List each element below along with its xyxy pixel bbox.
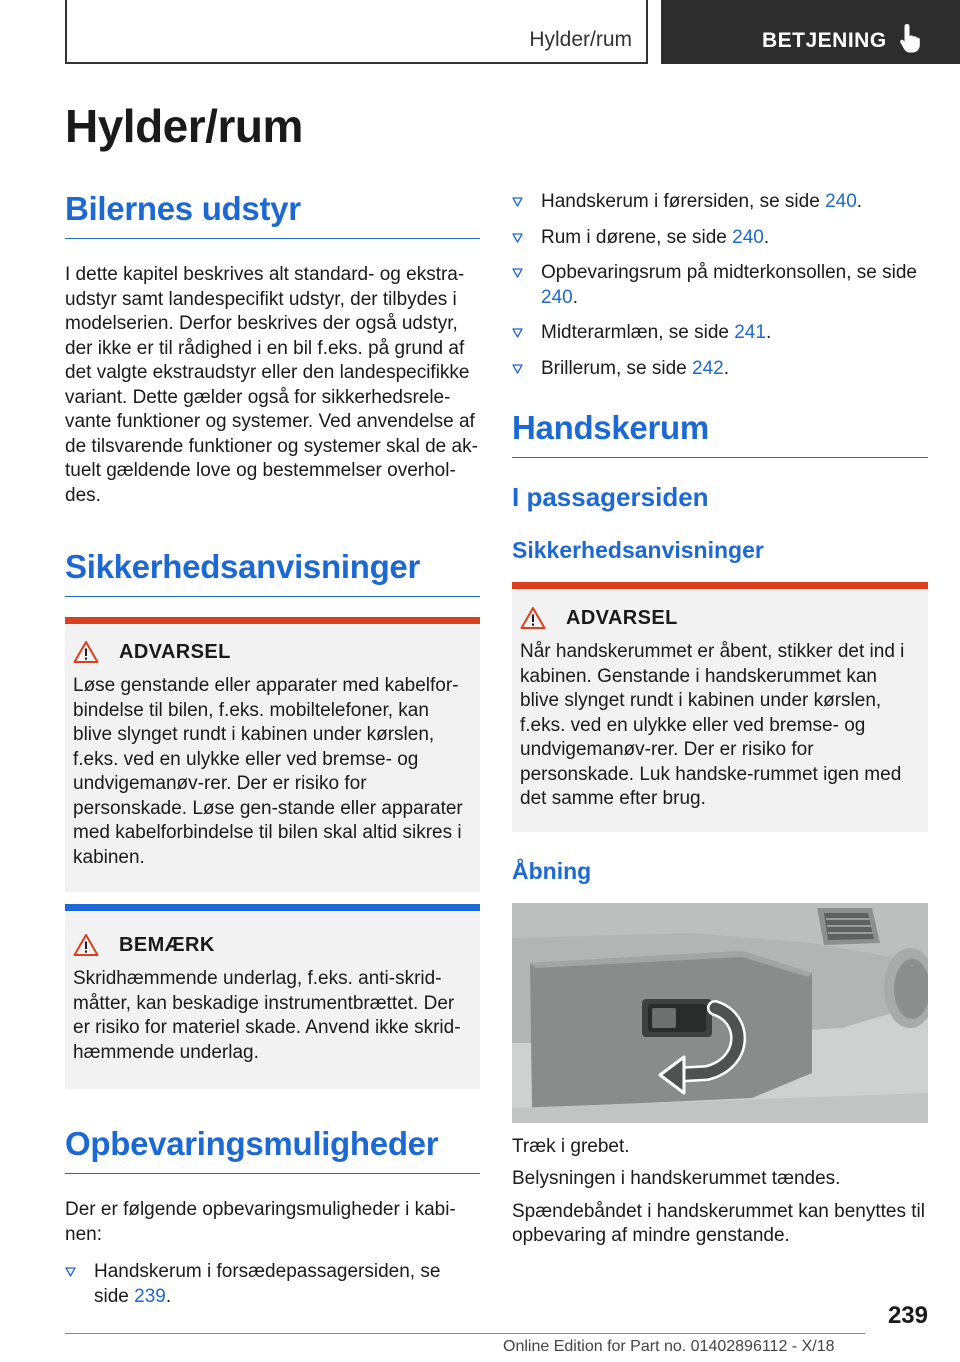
warning-box-title: ADVARSEL xyxy=(119,640,231,663)
warning-box-advarsel xyxy=(65,617,480,892)
bullet-triangle-icon xyxy=(512,233,523,243)
page-link[interactable]: 240 xyxy=(732,226,764,248)
list-item-text: Rum i dørene, se side xyxy=(541,226,733,248)
section-title-sikkerhedsanvisninger: Sikkerhedsanvisninger xyxy=(65,548,480,597)
warning-triangle-icon xyxy=(73,640,99,664)
warning-triangle-icon xyxy=(73,933,99,957)
notice-box-header xyxy=(73,933,472,957)
warning-box-title: ADVARSEL xyxy=(566,606,678,629)
subsection-title-passagersiden: I passagersiden xyxy=(512,482,709,512)
storage-list-right xyxy=(512,190,928,381)
bullet-triangle-icon xyxy=(512,328,523,338)
subsubsection-title-aabning: Åbning xyxy=(512,857,592,884)
list-item xyxy=(512,226,928,251)
list-item-text: Handskerum i førersiden, se side xyxy=(541,191,826,212)
opening-info-lighting: Belysningen i handskerummet tændes. xyxy=(512,1168,841,1189)
opbevaringsmuligheder-intro: Der er følgende opbevaringsmuligheder i kabi-nen: xyxy=(65,1199,456,1245)
header-section-label: Hylder/rum xyxy=(529,28,632,51)
list-item-suffix: . xyxy=(856,191,863,212)
page-number: 239 xyxy=(887,1302,928,1329)
list-item-suffix: . xyxy=(723,357,729,379)
bilernes-udstyr-text: I dette kapitel beskrives alt standard- og ekstra-udstyr samt landespecifikt udstyr, der tilbydes i modelserien. Derfor beskrives der også udstyr, der ikke er til rådighed i en bil f.eks. på grund af det valgte ekstraudstyr eller den landespecifikke variant. Dette gælder også for sikkerhedsrele-vante funktioner og systemer. Ved anvendelse af de tilsvarende funktioner og systemer skal de ak-tuelt gældende love og bestemmelser overhol-des. xyxy=(65,264,478,506)
header-chapter-label: BETJENING xyxy=(762,29,887,52)
list-item xyxy=(512,357,928,382)
notice-box-title: BEMÆRK xyxy=(119,933,215,956)
list-item: Handskerum i forsædepassagersiden, se side 239. xyxy=(65,1260,480,1309)
warning-box-text: Når handskerummet er åbent, stikker det ind i kabinen. Genstande i handskerummet kan blive slynget rundt i kabinen under kørslen, f.eks. ved en ulykke eller ved bremse- og undvigemanøv-rer. Der er risiko for personskade. Luk handske-rummet igen med det samme efter brug. xyxy=(520,641,905,809)
header-chapter-tab xyxy=(661,0,960,64)
list-item-text: Brillerum, se side xyxy=(541,357,692,379)
section-title-opbevaringsmuligheder: Opbevaringsmuligheder xyxy=(65,1125,480,1174)
list-item xyxy=(512,321,928,346)
page-link[interactable]: 241 xyxy=(734,322,766,343)
bullet-triangle-icon xyxy=(512,364,523,374)
list-item-suffix: . xyxy=(765,322,772,343)
bullet-triangle-icon xyxy=(512,197,523,207)
right-column xyxy=(512,190,928,1249)
opening-info-strap: Spændebåndet i handskerummet kan benyttes til opbevaring af mindre genstande. xyxy=(512,1200,925,1246)
page-link[interactable]: 239 xyxy=(134,1285,166,1307)
list-item-suffix: . xyxy=(763,226,770,248)
bullet-triangle-icon xyxy=(65,1267,76,1277)
page-title: Hylder/rum xyxy=(65,100,303,152)
notice-box-bemaerk xyxy=(65,904,480,1089)
warning-triangle-icon xyxy=(520,606,546,630)
left-column xyxy=(65,190,480,1320)
page-link[interactable]: 242 xyxy=(692,357,724,379)
warning-box-header xyxy=(520,606,920,630)
footer-divider xyxy=(65,1333,865,1334)
list-item-text: Opbevaringsrum på midterkonsollen, se side xyxy=(541,262,917,283)
list-item xyxy=(512,190,928,215)
warning-box-advarsel-handskerum xyxy=(512,582,928,832)
section-title-handskerum: Handskerum xyxy=(512,409,928,458)
section-title-bilernes-udstyr: Bilernes udstyr xyxy=(65,190,480,239)
storage-list-left xyxy=(65,1260,480,1309)
list-item xyxy=(512,261,928,310)
header-section-tab xyxy=(65,0,648,64)
page-link[interactable]: 240 xyxy=(825,191,857,212)
bullet-triangle-icon xyxy=(512,268,523,278)
warning-box-text: Løse genstande eller apparater med kabelfor-bindelse til bilen, f.eks. mobiltelefoner, kan blive slynget rundt i kabinen under kørslen, f.eks. ved en ulykke eller ved bremse- og undvigemanøv-rer. Der er risiko for personskade. Løse gen-stande eller apparater med kabelforbindelse til bilen skal altid sikres i kabinen. xyxy=(73,675,463,868)
opening-step-1: Træk i grebet. xyxy=(512,1135,630,1157)
list-item-suffix: . xyxy=(572,286,578,308)
list-item-text: Midterarmlæn, se side xyxy=(541,322,735,343)
footer-edition: Online Edition for Part no. 01402896112 - X/18 xyxy=(503,1338,835,1355)
list-item-text: Handskerum i forsædepassagersiden, se side xyxy=(94,1261,441,1307)
warning-box-header xyxy=(73,640,472,664)
notice-box-text: Skridhæmmende underlag, f.eks. anti-skrid-måtter, kan beskadige instrumentbrættet. Der er risiko for materiel skade. Anvend ikke skrid-hæmmende underlag. xyxy=(73,968,461,1063)
page-link[interactable]: 240 xyxy=(541,286,573,308)
glovebox-handle-image xyxy=(512,903,928,1123)
pointing-hand-icon xyxy=(898,22,924,54)
subsubsection-title-sikkerhedsanvisninger: Sikkerhedsanvisninger xyxy=(512,537,764,563)
